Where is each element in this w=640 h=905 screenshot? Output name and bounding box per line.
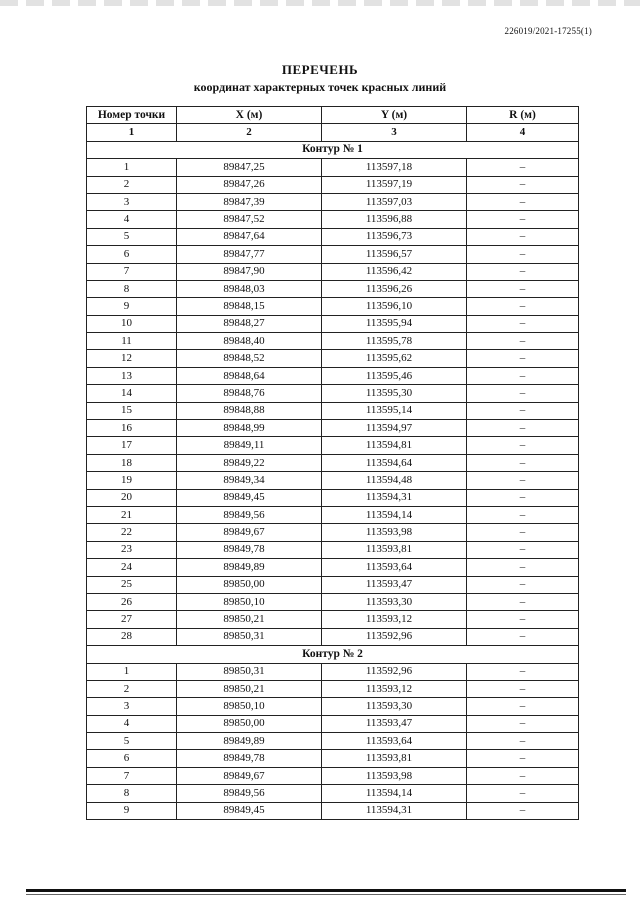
column-number-row [87, 124, 579, 141]
y-coordinate-cell: 113595,30 [322, 385, 467, 402]
x-coordinate-cell: 89850,21 [177, 611, 322, 628]
table-row [87, 420, 579, 437]
x-coordinate-cell: 89847,39 [177, 193, 322, 210]
header-row [87, 107, 579, 124]
y-coordinate-cell: 113597,19 [322, 176, 467, 193]
point-number-cell: 27 [87, 611, 177, 628]
x-coordinate-cell: 89849,67 [177, 767, 322, 784]
y-coordinate-cell: 113593,81 [322, 541, 467, 558]
column-number: 3 [322, 124, 467, 141]
point-number-cell: 7 [87, 767, 177, 784]
point-number-cell: 6 [87, 246, 177, 263]
x-coordinate-cell: 89849,67 [177, 524, 322, 541]
column-number: 4 [467, 124, 579, 141]
table-row [87, 698, 579, 715]
radius-cell: – [467, 333, 579, 350]
y-coordinate-cell: 113596,88 [322, 211, 467, 228]
x-coordinate-cell: 89850,31 [177, 628, 322, 645]
y-coordinate-cell: 113595,94 [322, 315, 467, 332]
x-coordinate-cell: 89850,10 [177, 698, 322, 715]
point-number-cell: 1 [87, 663, 177, 680]
header-point-number: Номер точки [87, 107, 177, 124]
radius-cell: – [467, 715, 579, 732]
point-number-cell: 9 [87, 298, 177, 315]
y-coordinate-cell: 113595,78 [322, 333, 467, 350]
point-number-cell: 17 [87, 437, 177, 454]
y-coordinate-cell: 113592,96 [322, 663, 467, 680]
radius-cell: – [467, 437, 579, 454]
x-coordinate-cell: 89847,25 [177, 159, 322, 176]
radius-cell: – [467, 176, 579, 193]
table-row [87, 680, 579, 697]
x-coordinate-cell: 89849,56 [177, 785, 322, 802]
table-row [87, 559, 579, 576]
point-number-cell: 28 [87, 628, 177, 645]
table-row [87, 750, 579, 767]
table-row [87, 350, 579, 367]
table-row [87, 802, 579, 819]
x-coordinate-cell: 89850,31 [177, 663, 322, 680]
table-row [87, 593, 579, 610]
table-row [87, 628, 579, 645]
table-row [87, 159, 579, 176]
x-coordinate-cell: 89849,22 [177, 454, 322, 471]
table-row [87, 663, 579, 680]
point-number-cell: 15 [87, 402, 177, 419]
point-number-cell: 2 [87, 176, 177, 193]
radius-cell: – [467, 733, 579, 750]
contour-label: Контур № 1 [87, 141, 579, 158]
y-coordinate-cell: 113593,12 [322, 611, 467, 628]
y-coordinate-cell: 113597,03 [322, 193, 467, 210]
radius-cell: – [467, 802, 579, 819]
y-coordinate-cell: 113594,14 [322, 506, 467, 523]
x-coordinate-cell: 89849,11 [177, 437, 322, 454]
point-number-cell: 2 [87, 680, 177, 697]
table-row [87, 454, 579, 471]
radius-cell: – [467, 698, 579, 715]
radius-cell: – [467, 298, 579, 315]
header-r: R (м) [467, 107, 579, 124]
radius-cell: – [467, 402, 579, 419]
y-coordinate-cell: 113594,31 [322, 489, 467, 506]
y-coordinate-cell: 113593,47 [322, 576, 467, 593]
radius-cell: – [467, 159, 579, 176]
x-coordinate-cell: 89849,78 [177, 750, 322, 767]
column-number: 1 [87, 124, 177, 141]
y-coordinate-cell: 113593,98 [322, 767, 467, 784]
radius-cell: – [467, 454, 579, 471]
point-number-cell: 4 [87, 211, 177, 228]
table-row [87, 228, 579, 245]
radius-cell: – [467, 367, 579, 384]
radius-cell: – [467, 193, 579, 210]
table-row [87, 524, 579, 541]
x-coordinate-cell: 89849,45 [177, 489, 322, 506]
point-number-cell: 1 [87, 159, 177, 176]
table-row [87, 246, 579, 263]
point-number-cell: 16 [87, 420, 177, 437]
radius-cell: – [467, 663, 579, 680]
point-number-cell: 4 [87, 715, 177, 732]
radius-cell: – [467, 611, 579, 628]
document-title: ПЕРЕЧЕНЬ [281, 62, 359, 77]
x-coordinate-cell: 89850,00 [177, 576, 322, 593]
y-coordinate-cell: 113595,46 [322, 367, 467, 384]
x-coordinate-cell: 89848,99 [177, 420, 322, 437]
x-coordinate-cell: 89848,40 [177, 333, 322, 350]
radius-cell: – [467, 680, 579, 697]
x-coordinate-cell: 89849,89 [177, 559, 322, 576]
point-number-cell: 20 [87, 489, 177, 506]
x-coordinate-cell: 89849,89 [177, 733, 322, 750]
y-coordinate-cell: 113596,26 [322, 280, 467, 297]
y-coordinate-cell: 113595,14 [322, 402, 467, 419]
radius-cell: – [467, 559, 579, 576]
radius-cell: – [467, 628, 579, 645]
radius-cell: – [467, 263, 579, 280]
table-row [87, 541, 579, 558]
radius-cell: – [467, 489, 579, 506]
point-number-cell: 21 [87, 506, 177, 523]
point-number-cell: 19 [87, 472, 177, 489]
x-coordinate-cell: 89848,52 [177, 350, 322, 367]
table-row [87, 715, 579, 732]
point-number-cell: 11 [87, 333, 177, 350]
table-row [87, 315, 579, 332]
radius-cell: – [467, 228, 579, 245]
table-row [87, 211, 579, 228]
x-coordinate-cell: 89848,15 [177, 298, 322, 315]
point-number-cell: 26 [87, 593, 177, 610]
y-coordinate-cell: 113592,96 [322, 628, 467, 645]
table-row [87, 489, 579, 506]
x-coordinate-cell: 89847,64 [177, 228, 322, 245]
document-number: 226019/2021-17255(1) [504, 26, 592, 36]
radius-cell: – [467, 593, 579, 610]
point-number-cell: 13 [87, 367, 177, 384]
y-coordinate-cell: 113594,14 [322, 785, 467, 802]
x-coordinate-cell: 89848,64 [177, 367, 322, 384]
point-number-cell: 6 [87, 750, 177, 767]
point-number-cell: 18 [87, 454, 177, 471]
point-number-cell: 5 [87, 733, 177, 750]
point-number-cell: 22 [87, 524, 177, 541]
point-number-cell: 3 [87, 193, 177, 210]
y-coordinate-cell: 113597,18 [322, 159, 467, 176]
table-row [87, 733, 579, 750]
table-row [87, 263, 579, 280]
radius-cell: – [467, 420, 579, 437]
radius-cell: – [467, 541, 579, 558]
radius-cell: – [467, 315, 579, 332]
table-row [87, 176, 579, 193]
contour-header-row [87, 141, 579, 158]
point-number-cell: 7 [87, 263, 177, 280]
y-coordinate-cell: 113593,30 [322, 593, 467, 610]
header-y: Y (м) [322, 107, 467, 124]
radius-cell: – [467, 280, 579, 297]
y-coordinate-cell: 113596,57 [322, 246, 467, 263]
coordinates-table [86, 106, 579, 820]
x-coordinate-cell: 89847,52 [177, 211, 322, 228]
y-coordinate-cell: 113594,31 [322, 802, 467, 819]
contour-header-row [87, 646, 579, 663]
scan-top-edge [0, 0, 640, 6]
radius-cell: – [467, 350, 579, 367]
radius-cell: – [467, 524, 579, 541]
y-coordinate-cell: 113594,97 [322, 420, 467, 437]
x-coordinate-cell: 89847,26 [177, 176, 322, 193]
radius-cell: – [467, 767, 579, 784]
y-coordinate-cell: 113596,10 [322, 298, 467, 315]
x-coordinate-cell: 89850,21 [177, 680, 322, 697]
y-coordinate-cell: 113594,81 [322, 437, 467, 454]
x-coordinate-cell: 89847,90 [177, 263, 322, 280]
table-row [87, 367, 579, 384]
y-coordinate-cell: 113593,98 [322, 524, 467, 541]
x-coordinate-cell: 89848,03 [177, 280, 322, 297]
table-row [87, 437, 579, 454]
y-coordinate-cell: 113593,12 [322, 680, 467, 697]
table-row [87, 333, 579, 350]
table-row [87, 402, 579, 419]
radius-cell: – [467, 211, 579, 228]
x-coordinate-cell: 89850,00 [177, 715, 322, 732]
table-row [87, 611, 579, 628]
radius-cell: – [467, 750, 579, 767]
radius-cell: – [467, 472, 579, 489]
document-subtitle: координат характерных точек красных линий [193, 80, 447, 94]
y-coordinate-cell: 113595,62 [322, 350, 467, 367]
scan-bottom-edge-thin [26, 894, 626, 895]
x-coordinate-cell: 89849,56 [177, 506, 322, 523]
y-coordinate-cell: 113593,47 [322, 715, 467, 732]
y-coordinate-cell: 113596,73 [322, 228, 467, 245]
y-coordinate-cell: 113593,64 [322, 733, 467, 750]
contour-label: Контур № 2 [87, 646, 579, 663]
y-coordinate-cell: 113593,64 [322, 559, 467, 576]
column-number: 2 [177, 124, 322, 141]
radius-cell: – [467, 576, 579, 593]
point-number-cell: 5 [87, 228, 177, 245]
x-coordinate-cell: 89848,88 [177, 402, 322, 419]
y-coordinate-cell: 113593,30 [322, 698, 467, 715]
point-number-cell: 25 [87, 576, 177, 593]
table-body [87, 141, 579, 819]
y-coordinate-cell: 113593,81 [322, 750, 467, 767]
x-coordinate-cell: 89849,34 [177, 472, 322, 489]
table-row [87, 576, 579, 593]
table-row [87, 298, 579, 315]
table-row [87, 785, 579, 802]
header-x: X (м) [177, 107, 322, 124]
point-number-cell: 12 [87, 350, 177, 367]
y-coordinate-cell: 113594,48 [322, 472, 467, 489]
point-number-cell: 23 [87, 541, 177, 558]
radius-cell: – [467, 506, 579, 523]
y-coordinate-cell: 113596,42 [322, 263, 467, 280]
table-row [87, 506, 579, 523]
x-coordinate-cell: 89848,27 [177, 315, 322, 332]
x-coordinate-cell: 89849,45 [177, 802, 322, 819]
x-coordinate-cell: 89849,78 [177, 541, 322, 558]
scan-bottom-edge [26, 889, 626, 892]
x-coordinate-cell: 89850,10 [177, 593, 322, 610]
point-number-cell: 8 [87, 785, 177, 802]
point-number-cell: 8 [87, 280, 177, 297]
y-coordinate-cell: 113594,64 [322, 454, 467, 471]
point-number-cell: 14 [87, 385, 177, 402]
radius-cell: – [467, 385, 579, 402]
table-row [87, 193, 579, 210]
table-row [87, 767, 579, 784]
point-number-cell: 10 [87, 315, 177, 332]
radius-cell: – [467, 785, 579, 802]
point-number-cell: 9 [87, 802, 177, 819]
point-number-cell: 24 [87, 559, 177, 576]
x-coordinate-cell: 89847,77 [177, 246, 322, 263]
table-row [87, 472, 579, 489]
x-coordinate-cell: 89848,76 [177, 385, 322, 402]
point-number-cell: 3 [87, 698, 177, 715]
table-row [87, 280, 579, 297]
radius-cell: – [467, 246, 579, 263]
table-row [87, 385, 579, 402]
